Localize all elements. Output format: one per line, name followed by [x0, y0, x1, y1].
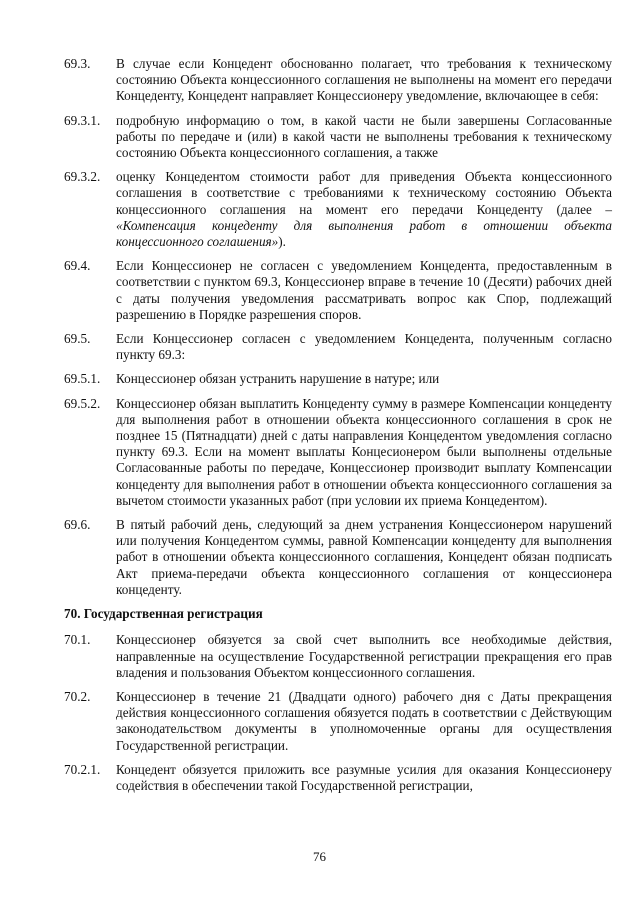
- clause-69-6: [64, 517, 612, 598]
- clause-number: 69.3.: [64, 56, 91, 71]
- clause-number: 69.5.: [64, 331, 91, 347]
- clause-text: В случае если Концедент обоснованно полагает, что требования к техническому состоянию Объекта концессионного соглашения не выполнены на момент его передачи Концеденту, Концедент направляет Концессионеру уведомление, включающее в себя:: [116, 56, 612, 104]
- clause-number: 70.1.: [64, 632, 91, 648]
- clause-69-5: [64, 331, 612, 363]
- clause-text: Концессионер обязуется за свой счет выполнить все необходимые действия, направленные на осуществление Государственной регистрации прекращения его прав владения и пользования Объектом концессионного соглашения.: [116, 632, 612, 680]
- section-heading: 70. Государственная регистрация: [64, 606, 263, 622]
- clause-text-plain: оценку Концедентом стоимости работ для приведения Объекта концессионного соглашения в соответствие с требованиями к техническому состоянию Объекта концессионного соглашения на момент его передачи Концеденту (далее –: [116, 169, 612, 217]
- clause-69-5-2: [64, 396, 612, 509]
- clause-70-2: [64, 689, 612, 754]
- clause-number: 70.2.1.: [64, 761, 101, 777]
- clause-number: 69.4.: [64, 258, 91, 274]
- clause-number: 69.6.: [64, 517, 91, 533]
- clause-text: В пятый рабочий день, следующий за днем устранения Концессионером нарушений или получения Концедентом суммы, равной Компенсации концеденту для выполнения работ в отношении объекта концессионного соглашения, Концедент обязан подписать Акт приема-передачи объекта концессионного соглашения от концессионера концеденту.: [116, 517, 612, 597]
- clause-text: Концессионер в течение 21 (Двадцати одного) рабочего дня с Даты прекращения действия концессионного соглашения обязуется подать в соответствии с Действующим законодательством документы в уполномоченные органы для осуществления Государственной регистрации.: [116, 688, 612, 753]
- clause-69-5-1: [64, 371, 612, 387]
- clause-70-2-1: [64, 762, 612, 794]
- document-body: [64, 56, 612, 802]
- clause-text: Концессионер обязан устранить нарушение в натуре; или: [116, 371, 440, 387]
- clause-69-4: [64, 258, 612, 323]
- clause-70-1: [64, 632, 612, 681]
- clause-text-end: ).: [278, 234, 286, 250]
- clause-number: 69.5.2.: [64, 395, 101, 411]
- clause-number: 69.3.2.: [64, 169, 101, 185]
- clause-text: [116, 169, 612, 250]
- clause-text: Если Концессионер согласен с уведомлением Концедента, полученным согласно пункту 69.3:: [116, 331, 612, 363]
- clause-number: 70.2.: [64, 688, 91, 704]
- clause-number: 69.5.1.: [64, 371, 101, 387]
- clause-69-3-2: [64, 169, 612, 250]
- defined-term: «Компенсация концеденту для выполнения работ в отношении объекта концессионного соглашения»: [116, 217, 612, 250]
- clause-69-3-1: [64, 113, 612, 162]
- clause-text: Концедент обязуется приложить все разумные усилия для оказания Концессионеру содействия в обеспечении такой Государственной регистрации,: [116, 761, 612, 793]
- clause-number: 69.3.1.: [64, 112, 101, 128]
- clause-text: Если Концессионер не согласен с уведомлением Концедента, предоставленным в соответствии с пунктом 69.3, Концессионер вправе в течение 10 (Десяти) рабочих дней с даты получения уведомления рассматривать вопрос как Спор, подлежащий разрешению в Порядке разрешения споров.: [116, 258, 612, 322]
- page-number: 76: [313, 849, 326, 864]
- clause-text: подробную информацию о том, в какой части не были завершены Согласованные работы по передаче и (или) в какой части не выполнены требования к техническому состоянию Объекта концессионного соглашения, а также: [116, 112, 612, 161]
- clause-69-3: [64, 56, 612, 105]
- clause-text: Концессионер обязан выплатить Концеденту сумму в размере Компенсации концеденту для выполнения работ в отношении объекта концессионного соглашения в срок не позднее 15 (Пятнадцати) дней с даты направления Концедентом уведомления согласно пункту 69.3. Если на момент выплаты Концесионером были выполнены отдельные Согласованные работы по передаче, Концессионер производит выплату Компенсации концеденту для выполнения работ в отношении объекта концессионного соглашения за вычетом стоимости указанных работ (при условии их приема Концедентом).: [116, 395, 612, 508]
